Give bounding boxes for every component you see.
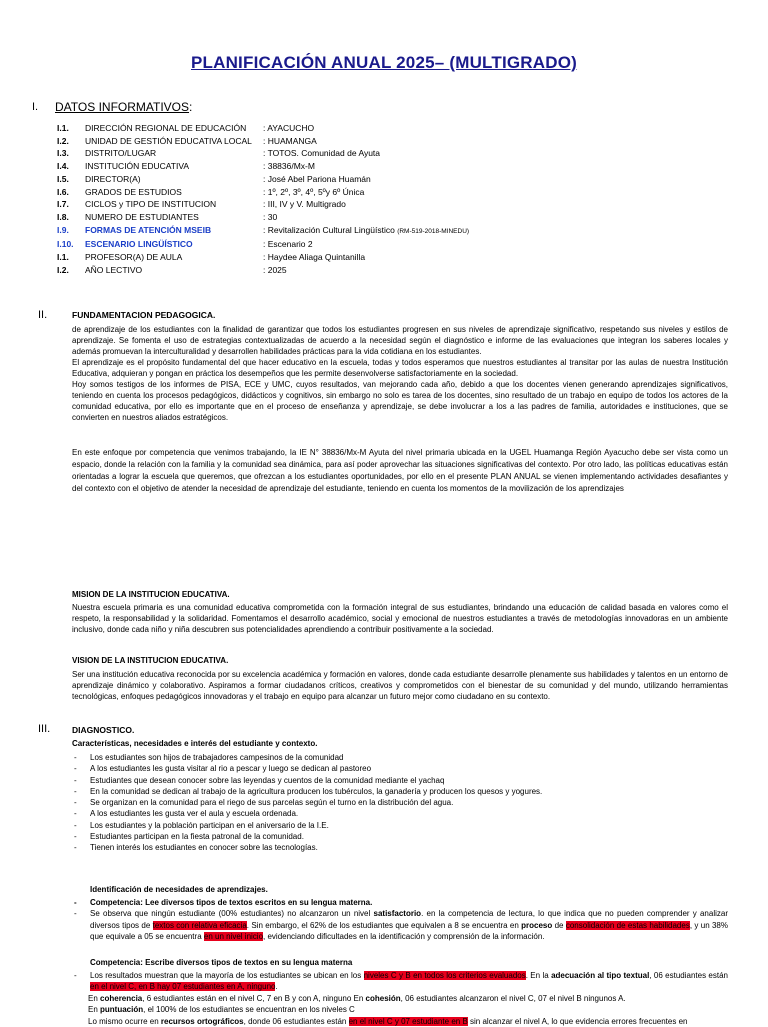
text-run: , y un 38% que equivale a 05 se encuentra	[90, 920, 728, 941]
info-num: I.1.	[57, 252, 69, 263]
info-label: GRADOS DE ESTUDIOS	[85, 186, 182, 197]
enfoque-text	[72, 447, 728, 495]
paragraph: El aprendizaje es el propósito fundamental del que hacer educativo en la escuela, todas y todos esperamos que nuestros estudiantes al transitar por las aulas de nuestra Institución Educativa, adquieran y pongan en práctica los desempeños que les permite desenvolverse satisfactoriamente en la sociedad.	[72, 358, 728, 378]
text-run: Se observa que ningún estudiante (00% estudiantes) no alcanzaron un nivel	[90, 909, 374, 919]
info-row	[57, 122, 469, 135]
list-item: - Los estudiantes son hijos de trabajadores campesinos de la comunidad	[72, 752, 728, 763]
info-value: : III, IV y V. Multigrado	[263, 199, 346, 210]
section-3-heading: DIAGNOSTICO.	[72, 725, 135, 735]
info-value: : 1º, 2º, 3º, 4º, 5ºy 6º Única	[263, 186, 365, 197]
info-value-text: : Revitalización Cultural Lingüístico	[263, 224, 398, 235]
info-label: AÑO LECTIVO	[85, 264, 143, 275]
paragraph	[88, 1016, 728, 1027]
section-1-colon: :	[189, 100, 193, 114]
text-run: , 6 estudiantes están en el nivel C, 7 en B y con A, ninguno En	[142, 994, 366, 1003]
mision-heading: MISION DE LA INSTITUCION EDUCATIVA.	[72, 590, 230, 599]
text-run: satisfactorio	[373, 909, 422, 919]
text-run: En	[88, 994, 101, 1003]
highlighted-text: consolidación de estas habilidades	[565, 920, 690, 930]
info-label: FORMAS DE ATENCIÓN MSEIB	[85, 224, 212, 235]
text-run: , el 100% de los estudiantes se encuentran en los niveles C	[143, 1005, 355, 1015]
info-value: : TOTOS. Comunidad de Ayuta	[263, 148, 381, 159]
info-label: DIRECTOR(A)	[85, 173, 141, 184]
list-item: - Estudiantes participan en la fiesta patronal de la comunidad.	[72, 831, 728, 842]
text-run: adecuación al tipo textual	[551, 971, 650, 980]
competencia-lee-label: - Competencia: Lee diversos tipos de textos escritos en su lengua materna.	[72, 897, 728, 908]
document-title: PLANIFICACIÓN ANUAL 2025– (MULTIGRADO)	[190, 53, 578, 72]
text-run: .	[275, 982, 278, 992]
info-value: : José Abel Pariona Huamán	[263, 173, 371, 184]
mision-text	[72, 602, 728, 635]
info-label: CICLOS y TIPO DE INSTITUCION	[85, 199, 217, 210]
list-item: - Tienen interés los estudiantes en conocer sobre las tecnologías.	[72, 842, 728, 853]
info-value-note: (RM-519-2018-MINEDU)	[397, 227, 470, 235]
info-label: NUMERO DE ESTUDIANTES	[85, 211, 199, 222]
info-row	[57, 238, 469, 251]
info-num: I.2.	[57, 135, 69, 146]
list-item: - A los estudiantes les gusta visitar al rio a pescar y luego se dedican al pastoreo	[72, 763, 728, 774]
info-row	[57, 251, 469, 264]
competencia-lee-text	[72, 908, 728, 942]
caracteristicas-list	[72, 752, 728, 854]
info-row	[57, 211, 469, 224]
info-row	[57, 198, 469, 211]
info-num: I.9.	[57, 224, 69, 235]
text-run: coherencia	[100, 994, 143, 1003]
section-2-heading: FUNDAMENTACION PEDAGOGICA.	[72, 310, 216, 320]
info-value	[263, 224, 469, 239]
info-row	[57, 135, 469, 148]
info-value: : 38836/Mx-M	[263, 161, 315, 172]
highlighted-text: textos con relativa eficacia	[152, 920, 247, 930]
info-value: : 30	[263, 211, 278, 222]
text-run: de	[552, 920, 566, 930]
highlighted-text: niveles C y B en todos los criterios evaluados	[363, 971, 526, 980]
section-1-title	[55, 100, 192, 114]
text-run: En	[88, 1005, 101, 1015]
info-num: I.4.	[57, 161, 69, 172]
text-run: , 06 estudiantes están	[649, 971, 729, 980]
info-num: I.1.	[57, 123, 69, 133]
info-row	[57, 186, 469, 199]
info-row	[57, 224, 469, 239]
info-value: : Haydee Aliaga Quintanilla	[263, 252, 366, 263]
competencia-escribe-list	[72, 970, 728, 993]
section-2-number: II.	[38, 309, 48, 321]
paragraph: de aprendizaje de los estudiantes con la finalidad de garantizar que todos los estudiantes progresen en sus niveles de aprendizaje significativo, respetando sus niveles y estilos de aprendizaje. Se fomenta el uso de estrategias contextualizadas de acuerdo a la necesidad según el diagnóstico e informe de las evaluaciones que integran los saberes locales y además promuevan la interculturalidad y desarrollen habilidades prácticas para la vida cotidiana en los estudiantes.	[72, 325, 728, 356]
text-run: recursos ortográficos	[160, 1016, 244, 1026]
text-run: . En la	[525, 971, 552, 980]
list-item: - Se organizan en la comunidad para el riego de sus parcelas según el turno en la distribución del agua.	[72, 797, 728, 808]
list-item: - Estudiantes que desean conocer sobre las leyendas y cuentos de la comunidad mediante el yachaq	[72, 775, 728, 786]
info-row	[57, 264, 469, 277]
info-value: : Escenario 2	[263, 239, 313, 250]
info-value: : AYACUCHO	[263, 123, 315, 133]
text-run: puntuación	[100, 1005, 144, 1015]
info-label: INSTITUCIÓN EDUCATIVA	[85, 161, 190, 172]
necesidades-heading: Identificación de necesidades de aprendizajes.	[90, 885, 268, 894]
info-row	[57, 173, 469, 186]
paragraph: Nuestra escuela primaria es una comunidad educativa comprometida con la formación integral de sus estudiantes, brindando una educación de calidad basada en valores como el respeto, la responsabilidad y la solidaridad. Fomentamos el desarrollo académico, social y emocional de nuestros estudiantes a través de metodologías innovadoras en un ambiente inclusivo, donde cada niño y niña descubren sus potencialidades aprendiendo a contribuir positivamente a la sociedad.	[72, 603, 728, 634]
highlighted-text: en un nivel inicio	[203, 931, 264, 941]
list-item: - En la comunidad se dedican al trabajo de la agricultura producen los tubérculos, la ganadería y producen los quesos y yogures.	[72, 786, 728, 797]
info-num: I.5.	[57, 173, 69, 184]
text-run: . Sin embargo, el 62% de los estudiantes que equivalen a 8 se encuentra en	[246, 920, 522, 930]
text-run: , donde 06 estudiantes están	[243, 1016, 349, 1026]
text-run: sin alcanzar el nivel A, lo que evidencia errores frecuentes en	[467, 1016, 688, 1026]
info-label: DISTRITO/LUGAR	[85, 148, 157, 159]
info-num: I.8.	[57, 211, 69, 222]
text-run: . en la competencia de lectura, lo que indica que no pueden comprender y analizar diversos tipos de	[90, 909, 728, 930]
text-run: , evidenciando dificultades en la identificación y comprensión de la información.	[263, 931, 545, 941]
competencia-escribe-text	[72, 970, 728, 993]
info-num: I.10.	[57, 239, 74, 250]
paragraph: Ser una institución educativa reconocida por su excelencia académica y formación en valores, donde cada estudiante desarrolle plenamente sus habilidades y talentos en un entorno de aprendizaje dinámico y colaborativo. Aspiramos a formar ciudadanos críticos, creativos y comprometidos con el bienestar de su comunidad y del mundo, utilizando herramientas tecnológicas, enfoques pedagógicos innovadoras y el trabajo en equipo para alcanzar un futuro mejor como ciudadano en su contexto.	[72, 670, 728, 701]
vision-text	[72, 669, 728, 702]
paragraph: Hoy somos testigos de los informes de PISA, ECE y UMC, cuyos resultados, van mejorando cada año, debido a que los docentes vienen generando aprendizajes significativos, teniendo en cuenta los procesos pedagógicos, didácticos y cognitivos, sin embargo no solo es tarea de los docentes, sino resultado de un trabajo en equipo de todos los actores de la comunidad educativa, por ello es importante que en el proceso de enseñanza y aprendizaje, se debe involucrar a los a las padres de familia, autoridades e instituciones, que se convierten en nuestros aliados estratégicos.	[72, 380, 728, 422]
info-num: I.7.	[57, 199, 69, 210]
fundamentacion-text	[72, 324, 728, 423]
info-table	[57, 122, 469, 276]
list-item: - Los estudiantes y la población participan en el aniversario de la I.E.	[72, 820, 728, 831]
competencia-escribe-label: Competencia: Escribe diversos tipos de textos en su lengua materna	[90, 958, 353, 967]
info-label: UNIDAD DE GESTIÓN EDUCATIVA LOCAL	[85, 135, 252, 146]
text-run: Lo mismo ocurre en	[88, 1016, 161, 1026]
info-label: ESCENARIO LINGÜÍSTICO	[85, 239, 193, 250]
text-run: , 06 estudiantes alcanzaron el nivel C, 07 el nivel B ningunos A.	[400, 994, 626, 1003]
info-row	[57, 160, 469, 173]
paragraph: En este enfoque por competencia que venimos trabajando, la IE N° 38836/Mx-M Ayuta del nivel primaria ubicada en la UGEL Huamanga Región Ayacucho debe ser vista como un espacio, donde la relación con la familia y la comunidad sea dinámica, para así poder aprovechar las situaciones significativas del contexto. Por otro lado, las políticas educativas están orientadas a lograr la escuela que queremos, que ofrezcan a los estudiantes oportunidades, por ello en el presente PLAN ANUAL se vienen implementando actividades desafiantes y del contexto con el objetivo de atender la necesidad de aprendizaje del estudiante, teniendo en cuenta los momentos de la movilización de los aprendizajes	[72, 448, 728, 493]
text-run: proceso	[521, 920, 553, 930]
highlighted-text: en el nivel C y 07 estudiante en B	[348, 1016, 468, 1026]
competencia-escribe-detail	[88, 993, 728, 1027]
competencia-lee-list	[72, 897, 728, 942]
info-label: DIRECCIÓN REGIONAL DE EDUCACIÓN	[85, 123, 247, 133]
diagnostico-subheading: Características, necesidades e interés del estudiante y contexto.	[72, 739, 318, 748]
info-num: I.6.	[57, 186, 69, 197]
section-1-number: I.	[32, 101, 39, 113]
info-row	[57, 147, 469, 160]
vision-heading: VISION DE LA INSTITUCION EDUCATIVA.	[72, 656, 229, 665]
info-value: : 2025	[263, 264, 287, 275]
highlighted-text: en el nivel C, en B hay 07 estudiantes en A, ninguno	[90, 982, 276, 992]
info-value: : HUAMANGA	[263, 135, 317, 146]
paragraph	[88, 993, 728, 1004]
section-1-heading: DATOS INFORMATIVOS	[55, 100, 190, 114]
info-num: I.2.	[57, 264, 69, 275]
info-num: I.3.	[57, 148, 69, 159]
info-label: PROFESOR(A) DE AULA	[85, 252, 183, 263]
section-3-number: III.	[38, 723, 51, 735]
text-run: cohesión	[365, 994, 401, 1003]
paragraph	[88, 1004, 728, 1015]
text-run: Los resultados muestran que la mayoría de los estudiantes se ubican en los	[90, 971, 364, 980]
list-item: - A los estudiantes les gusta ver el aula y escuela ordenada.	[72, 808, 728, 819]
